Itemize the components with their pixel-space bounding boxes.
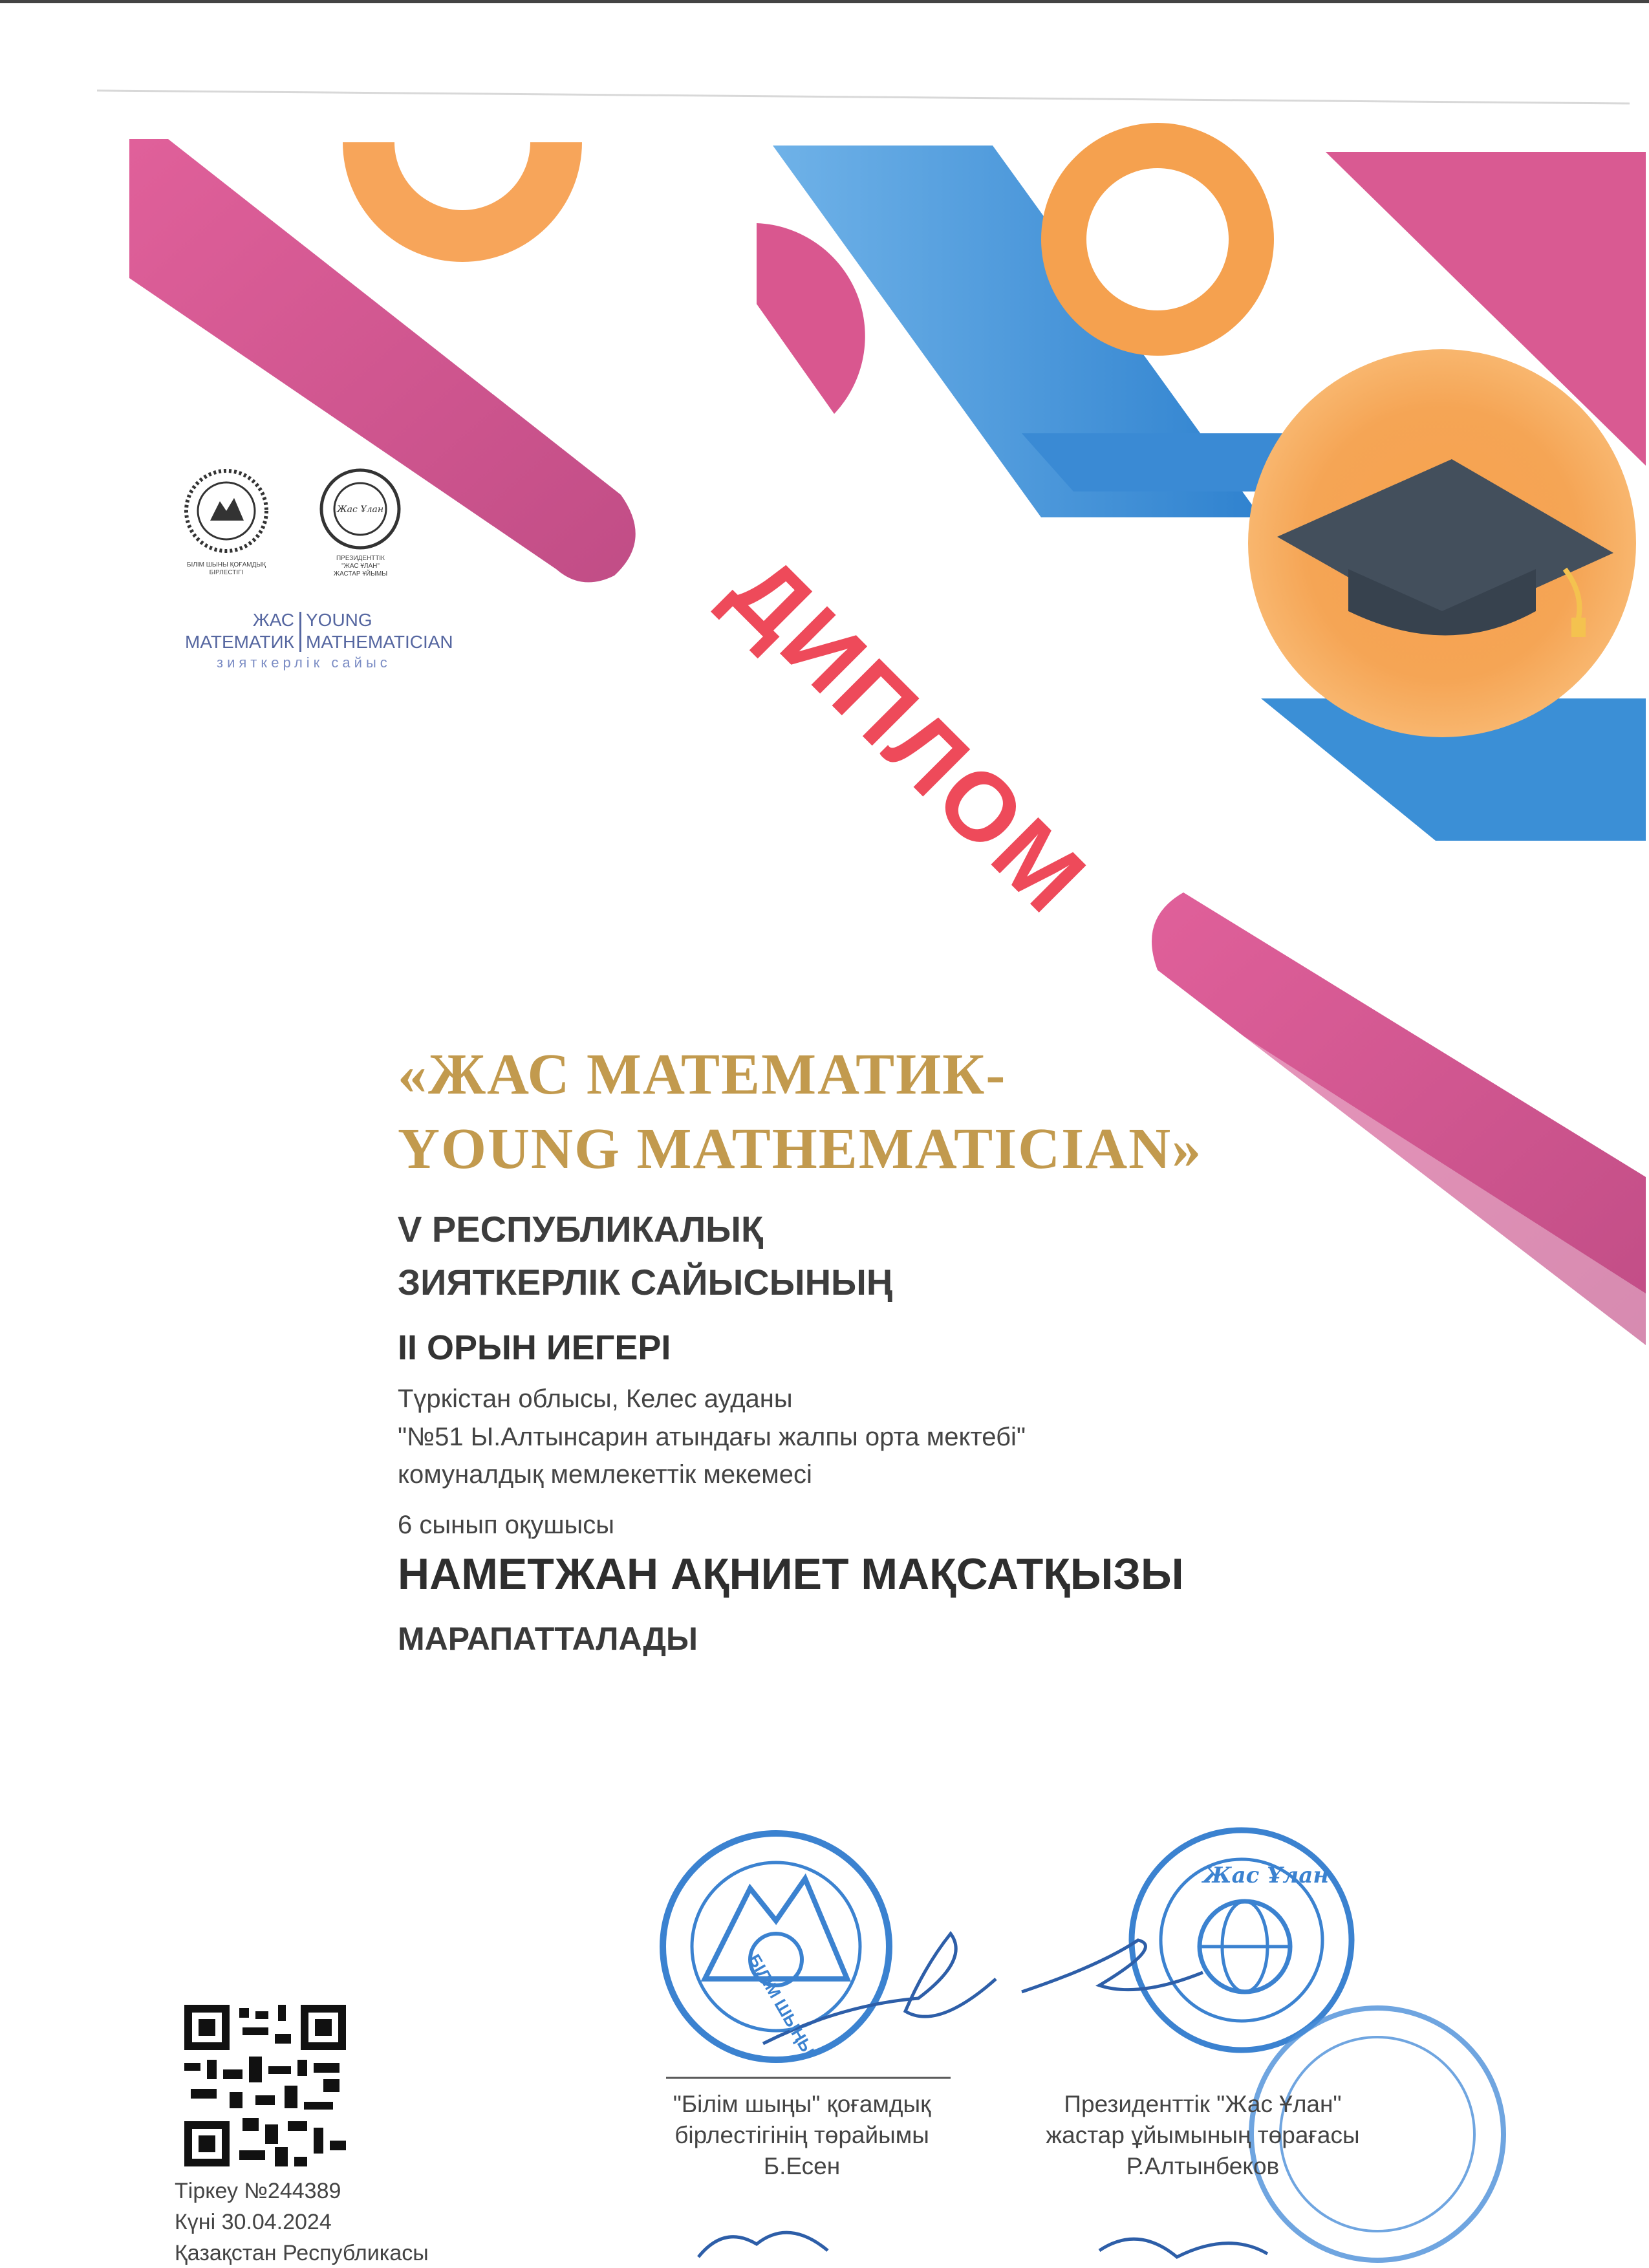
contest-logo-en-1: YOUNG	[306, 610, 372, 630]
contest-logo-en	[306, 609, 453, 653]
school-line-3: комуналдық мемлекеттік мекемесі	[398, 1460, 812, 1489]
school-line-2: "№51 Ы.Алтынсарин атындағы жалпы орта мектебі"	[398, 1423, 1026, 1451]
handwriting-bottom	[698, 2232, 1267, 2257]
scan-fold-line	[97, 91, 1630, 103]
pink-semicircle	[757, 223, 865, 414]
right-signature-block	[1009, 2089, 1397, 2182]
orange-ring	[1064, 146, 1251, 333]
left-stamp	[663, 1833, 889, 2060]
zhas-ulan-label-2: "ЖАС ҰЛАН"	[341, 563, 380, 570]
left-signature-title-2: бірлестігінің төрайымы	[674, 2122, 929, 2148]
right-stamp-text: Жас Ұлан	[1203, 1863, 1330, 1888]
headline-line-1: V РЕСПУБЛИКАЛЫҚ	[398, 1209, 764, 1249]
school-line-1: Түркістан облысы, Келес ауданы	[398, 1385, 793, 1413]
qr-code	[184, 2005, 346, 2166]
contest-name-line-1: «ЖАС МАТЕМАТИК-	[398, 1042, 1007, 1107]
right-signature-title-2: жастар ұйымының төрағасы	[1046, 2122, 1360, 2148]
zhas-ulan-label-3: ЖАСТАР ҰЙЫМЫ	[333, 570, 388, 578]
grade-text: 6 сынып оқушысы	[398, 1511, 615, 1539]
left-signature-title-1: "Білім шыңы" қоғамдық	[673, 2091, 931, 2117]
right-signature-name: Р.Алтынбеков	[1126, 2153, 1280, 2179]
award-text: МАРАПАТТАЛАДЫ	[398, 1621, 698, 1657]
contest-logo-divider	[299, 612, 301, 652]
contest-logo-kz-2: МАТЕМАТИК	[185, 632, 294, 652]
zhas-ulan-logo	[317, 466, 404, 553]
diploma-title: ДИПЛОМ	[709, 535, 1109, 934]
place-text: II ОРЫН ИЕГЕРІ	[398, 1328, 671, 1367]
zhas-ulan-label-1: ПРЕЗИДЕНТТІК	[336, 555, 385, 562]
contest-logo-en-2: MATHEMATICIAN	[306, 632, 453, 652]
sun-emblem-icon	[181, 466, 272, 556]
contest-logo-subtitle: зияткерлік сайыс	[217, 654, 391, 671]
bilim-shyny-label: БІЛІМ ШЫНЫ ҚОҒАМДЫҚ БІРЛЕСТІГІ	[186, 561, 266, 576]
contest-name-line-2: YOUNG MATHEMATICIAN»	[398, 1117, 1203, 1181]
contest-logo-kz	[165, 609, 294, 653]
right-signature-title-1: Президенттік "Жас Ұлан"	[1064, 2091, 1342, 2117]
contest-logo-kz-1: ЖАС	[252, 610, 294, 630]
left-signature-name: Б.Есен	[763, 2153, 841, 2179]
left-stamp-text: БІЛІМ ШЫҢЫ	[744, 1950, 819, 2059]
headline-line-2: ЗИЯТКЕРЛІК САЙЫСЫНЫҢ	[398, 1262, 893, 1302]
registration-country: Қазақстан Республикасы	[175, 2241, 429, 2265]
zhas-ulan-emblem-icon	[317, 466, 404, 553]
zhas-ulan-label	[304, 555, 417, 578]
registration-number: Тіркеу №244389	[175, 2179, 341, 2203]
recipient-name: НАМЕТЖАН АҚНИЕТ МАҚСАТҚЫЗЫ	[398, 1550, 1184, 1599]
left-signature-block	[634, 2089, 970, 2182]
zhas-ulan-emblem-text: Жас Ұлан	[336, 504, 384, 515]
registration-date: Күні 30.04.2024	[175, 2210, 332, 2234]
bilim-shyny-logo	[181, 466, 272, 556]
scan-edge	[0, 0, 1649, 3]
orange-half-ring	[343, 142, 582, 262]
